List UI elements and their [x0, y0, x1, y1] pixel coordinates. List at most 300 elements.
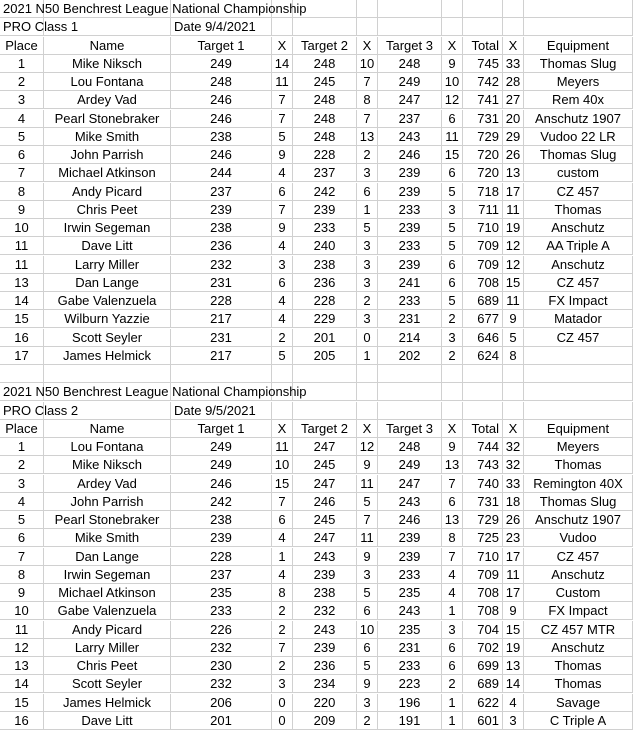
cell-x-2[interactable]: 1	[357, 347, 378, 365]
cell-target-1[interactable]: 238	[171, 128, 272, 146]
cell-equipment[interactable]: Anschutz	[524, 219, 633, 237]
cell-target-1[interactable]: 249	[171, 438, 272, 456]
cell-x-1[interactable]: 0	[272, 712, 293, 730]
cell-target-2[interactable]: 242	[293, 183, 357, 201]
cell-target-1[interactable]: 228	[171, 292, 272, 310]
cell-target-3[interactable]: 235	[378, 584, 442, 602]
cell-target-3[interactable]: 243	[378, 493, 442, 511]
column-header-name[interactable]: Name	[44, 37, 171, 55]
empty-cell[interactable]	[378, 402, 442, 420]
cell-place[interactable]: 9	[0, 584, 44, 602]
cell-place[interactable]: 10	[0, 219, 44, 237]
cell-target-2[interactable]: 234	[293, 675, 357, 693]
cell-name[interactable]: Ardey Vad	[44, 91, 171, 109]
cell-target-2[interactable]: 209	[293, 712, 357, 730]
cell-target-2[interactable]: 248	[293, 110, 357, 128]
empty-cell[interactable]	[357, 365, 378, 383]
cell-x-3[interactable]: 12	[442, 91, 463, 109]
cell-x-2[interactable]: 5	[357, 657, 378, 675]
column-header-total[interactable]: Total	[463, 420, 503, 438]
cell-total[interactable]: 740	[463, 475, 503, 493]
cell-target-3[interactable]: 239	[378, 219, 442, 237]
cell-x-2[interactable]: 3	[357, 237, 378, 255]
cell-x-total[interactable]: 17	[503, 584, 524, 602]
cell-x-1[interactable]: 11	[272, 73, 293, 91]
cell-name[interactable]: Pearl Stonebraker	[44, 511, 171, 529]
cell-x-total[interactable]: 14	[503, 675, 524, 693]
cell-target-1[interactable]: 249	[171, 55, 272, 73]
empty-cell[interactable]	[463, 402, 503, 420]
cell-x-total[interactable]: 11	[503, 201, 524, 219]
cell-x-3[interactable]: 1	[442, 712, 463, 730]
empty-cell[interactable]	[0, 365, 44, 383]
cell-place[interactable]: 4	[0, 493, 44, 511]
cell-target-1[interactable]: 232	[171, 675, 272, 693]
cell-name[interactable]: Dave Litt	[44, 237, 171, 255]
cell-place[interactable]: 3	[0, 91, 44, 109]
empty-cell[interactable]	[463, 0, 503, 18]
cell-place[interactable]: 15	[0, 694, 44, 712]
column-header-target-2[interactable]: Target 2	[293, 420, 357, 438]
cell-total[interactable]: 704	[463, 621, 503, 639]
cell-total[interactable]: 720	[463, 164, 503, 182]
cell-x-3[interactable]: 1	[442, 602, 463, 620]
cell-total[interactable]: 742	[463, 73, 503, 91]
cell-x-total[interactable]: 3	[503, 712, 524, 730]
cell-place[interactable]: 5	[0, 128, 44, 146]
cell-x-total[interactable]: 28	[503, 73, 524, 91]
cell-x-total[interactable]: 23	[503, 529, 524, 547]
cell-place[interactable]: 13	[0, 274, 44, 292]
cell-x-total[interactable]: 12	[503, 237, 524, 255]
cell-x-total[interactable]: 32	[503, 438, 524, 456]
column-header-place[interactable]: Place	[0, 420, 44, 438]
cell-x-1[interactable]: 7	[272, 639, 293, 657]
cell-target-1[interactable]: 249	[171, 456, 272, 474]
empty-cell[interactable]	[293, 365, 357, 383]
cell-target-3[interactable]: 247	[378, 91, 442, 109]
cell-x-3[interactable]: 6	[442, 493, 463, 511]
cell-target-3[interactable]: 247	[378, 475, 442, 493]
cell-target-2[interactable]: 229	[293, 310, 357, 328]
cell-total[interactable]: 689	[463, 675, 503, 693]
cell-x-1[interactable]: 9	[272, 146, 293, 164]
empty-cell[interactable]	[357, 0, 378, 18]
empty-cell[interactable]	[378, 383, 442, 401]
cell-place[interactable]: 11	[0, 237, 44, 255]
cell-name[interactable]: James Helmick	[44, 347, 171, 365]
cell-x-total[interactable]: 9	[503, 310, 524, 328]
cell-target-1[interactable]: 217	[171, 347, 272, 365]
cell-place[interactable]: 4	[0, 110, 44, 128]
cell-place[interactable]: 17	[0, 347, 44, 365]
cell-x-2[interactable]: 9	[357, 456, 378, 474]
cell-name[interactable]: Pearl Stonebraker	[44, 110, 171, 128]
cell-x-total[interactable]: 17	[503, 548, 524, 566]
empty-cell[interactable]	[442, 383, 463, 401]
cell-place[interactable]: 1	[0, 55, 44, 73]
cell-name[interactable]: Irwin Segeman	[44, 219, 171, 237]
empty-cell[interactable]	[442, 365, 463, 383]
cell-target-1[interactable]: 232	[171, 256, 272, 274]
cell-place[interactable]: 8	[0, 183, 44, 201]
cell-equipment[interactable]: CZ 457	[524, 329, 633, 347]
cell-x-2[interactable]: 5	[357, 219, 378, 237]
date-label[interactable]: Date 9/4/2021	[171, 18, 272, 36]
cell-x-3[interactable]: 6	[442, 657, 463, 675]
cell-target-1[interactable]: 238	[171, 511, 272, 529]
column-header-x-2[interactable]: X	[357, 37, 378, 55]
cell-name[interactable]: Dave Litt	[44, 712, 171, 730]
cell-x-3[interactable]: 5	[442, 219, 463, 237]
cell-target-1[interactable]: 246	[171, 91, 272, 109]
cell-target-1[interactable]: 246	[171, 146, 272, 164]
empty-cell[interactable]	[442, 18, 463, 36]
cell-total[interactable]: 729	[463, 128, 503, 146]
cell-name[interactable]: Larry Miller	[44, 639, 171, 657]
cell-target-1[interactable]: 246	[171, 475, 272, 493]
cell-x-2[interactable]: 11	[357, 475, 378, 493]
cell-place[interactable]: 12	[0, 639, 44, 657]
cell-x-2[interactable]: 3	[357, 164, 378, 182]
cell-target-3[interactable]: 239	[378, 164, 442, 182]
cell-x-2[interactable]: 13	[357, 128, 378, 146]
cell-total[interactable]: 745	[463, 55, 503, 73]
cell-target-3[interactable]: 249	[378, 456, 442, 474]
cell-x-3[interactable]: 15	[442, 146, 463, 164]
cell-x-total[interactable]: 5	[503, 329, 524, 347]
cell-x-total[interactable]: 33	[503, 475, 524, 493]
cell-name[interactable]: Ardey Vad	[44, 475, 171, 493]
cell-total[interactable]: 741	[463, 91, 503, 109]
column-header-x-1[interactable]: X	[272, 420, 293, 438]
cell-total[interactable]: 624	[463, 347, 503, 365]
cell-x-1[interactable]: 4	[272, 164, 293, 182]
cell-target-1[interactable]: 246	[171, 110, 272, 128]
cell-target-3[interactable]: 243	[378, 128, 442, 146]
cell-place[interactable]: 13	[0, 657, 44, 675]
cell-x-2[interactable]: 5	[357, 493, 378, 511]
cell-x-2[interactable]: 7	[357, 511, 378, 529]
cell-target-3[interactable]: 239	[378, 548, 442, 566]
cell-x-total[interactable]: 17	[503, 183, 524, 201]
cell-target-3[interactable]: 223	[378, 675, 442, 693]
column-header-x-3[interactable]: X	[442, 420, 463, 438]
cell-equipment[interactable]	[524, 347, 633, 365]
cell-target-2[interactable]: 248	[293, 91, 357, 109]
column-header-target-1[interactable]: Target 1	[171, 37, 272, 55]
empty-cell[interactable]	[293, 18, 357, 36]
cell-total[interactable]: 711	[463, 201, 503, 219]
cell-total[interactable]: 677	[463, 310, 503, 328]
cell-total[interactable]: 702	[463, 639, 503, 657]
cell-x-2[interactable]: 3	[357, 256, 378, 274]
cell-x-1[interactable]: 4	[272, 292, 293, 310]
cell-x-3[interactable]: 1	[442, 694, 463, 712]
cell-equipment[interactable]: Thomas	[524, 456, 633, 474]
cell-x-2[interactable]: 2	[357, 712, 378, 730]
cell-x-total[interactable]: 15	[503, 274, 524, 292]
cell-place[interactable]: 2	[0, 456, 44, 474]
cell-target-2[interactable]: 205	[293, 347, 357, 365]
cell-x-3[interactable]: 3	[442, 621, 463, 639]
empty-cell[interactable]	[442, 402, 463, 420]
cell-x-2[interactable]: 7	[357, 73, 378, 91]
cell-place[interactable]: 7	[0, 164, 44, 182]
column-header-total[interactable]: Total	[463, 37, 503, 55]
cell-target-1[interactable]: 230	[171, 657, 272, 675]
cell-x-total[interactable]: 26	[503, 511, 524, 529]
cell-target-1[interactable]: 239	[171, 201, 272, 219]
cell-total[interactable]: 718	[463, 183, 503, 201]
cell-name[interactable]: Michael Atkinson	[44, 164, 171, 182]
empty-cell[interactable]	[503, 0, 524, 18]
cell-target-2[interactable]: 247	[293, 529, 357, 547]
cell-target-3[interactable]: 231	[378, 639, 442, 657]
cell-x-2[interactable]: 5	[357, 584, 378, 602]
cell-name[interactable]: Andy Picard	[44, 621, 171, 639]
cell-target-2[interactable]: 248	[293, 128, 357, 146]
cell-equipment[interactable]: CZ 457	[524, 548, 633, 566]
empty-cell[interactable]	[378, 0, 442, 18]
cell-place[interactable]: 16	[0, 329, 44, 347]
cell-x-2[interactable]: 3	[357, 694, 378, 712]
cell-target-3[interactable]: 248	[378, 438, 442, 456]
cell-target-1[interactable]: 248	[171, 73, 272, 91]
cell-equipment[interactable]: Thomas	[524, 201, 633, 219]
cell-place[interactable]: 11	[0, 256, 44, 274]
empty-cell[interactable]	[357, 18, 378, 36]
cell-target-3[interactable]: 243	[378, 602, 442, 620]
cell-equipment[interactable]: Custom	[524, 584, 633, 602]
cell-target-3[interactable]: 233	[378, 566, 442, 584]
column-header-x-total[interactable]: X	[503, 420, 524, 438]
cell-x-1[interactable]: 2	[272, 602, 293, 620]
empty-cell[interactable]	[44, 18, 171, 36]
cell-x-3[interactable]: 6	[442, 639, 463, 657]
cell-target-3[interactable]: 202	[378, 347, 442, 365]
cell-x-total[interactable]: 11	[503, 292, 524, 310]
cell-x-2[interactable]: 6	[357, 183, 378, 201]
cell-target-3[interactable]: 239	[378, 256, 442, 274]
cell-target-3[interactable]: 233	[378, 657, 442, 675]
cell-x-2[interactable]: 2	[357, 292, 378, 310]
cell-name[interactable]: Andy Picard	[44, 183, 171, 201]
cell-x-3[interactable]: 2	[442, 347, 463, 365]
cell-x-total[interactable]: 9	[503, 602, 524, 620]
cell-x-1[interactable]: 7	[272, 493, 293, 511]
cell-x-3[interactable]: 4	[442, 566, 463, 584]
cell-target-3[interactable]: 239	[378, 529, 442, 547]
cell-name[interactable]: James Helmick	[44, 694, 171, 712]
cell-place[interactable]: 10	[0, 602, 44, 620]
date-label[interactable]: Date 9/5/2021	[171, 402, 272, 420]
cell-x-3[interactable]: 6	[442, 256, 463, 274]
cell-place[interactable]: 1	[0, 438, 44, 456]
cell-name[interactable]: Mike Smith	[44, 128, 171, 146]
cell-equipment[interactable]: Thomas Slug	[524, 55, 633, 73]
cell-equipment[interactable]: Vudoo	[524, 529, 633, 547]
cell-target-3[interactable]: 233	[378, 201, 442, 219]
cell-x-2[interactable]: 10	[357, 55, 378, 73]
cell-x-total[interactable]: 13	[503, 657, 524, 675]
cell-x-3[interactable]: 6	[442, 274, 463, 292]
cell-target-3[interactable]: 239	[378, 183, 442, 201]
cell-x-1[interactable]: 4	[272, 529, 293, 547]
cell-x-1[interactable]: 4	[272, 310, 293, 328]
cell-target-2[interactable]: 238	[293, 256, 357, 274]
empty-cell[interactable]	[463, 383, 503, 401]
cell-x-2[interactable]: 6	[357, 639, 378, 657]
cell-target-1[interactable]: 235	[171, 584, 272, 602]
cell-x-2[interactable]: 11	[357, 529, 378, 547]
column-header-x-2[interactable]: X	[357, 420, 378, 438]
cell-x-2[interactable]: 1	[357, 201, 378, 219]
cell-equipment[interactable]: Anschutz	[524, 256, 633, 274]
cell-total[interactable]: 725	[463, 529, 503, 547]
cell-target-3[interactable]: 246	[378, 146, 442, 164]
cell-name[interactable]: Irwin Segeman	[44, 566, 171, 584]
cell-target-3[interactable]: 249	[378, 73, 442, 91]
cell-x-total[interactable]: 15	[503, 621, 524, 639]
cell-equipment[interactable]: Thomas Slug	[524, 146, 633, 164]
cell-name[interactable]: Lou Fontana	[44, 73, 171, 91]
cell-x-2[interactable]: 2	[357, 146, 378, 164]
empty-cell[interactable]	[44, 365, 171, 383]
cell-target-3[interactable]: 196	[378, 694, 442, 712]
empty-cell[interactable]	[524, 18, 633, 36]
cell-equipment[interactable]: C Triple A	[524, 712, 633, 730]
cell-name[interactable]: Mike Niksch	[44, 456, 171, 474]
cell-total[interactable]: 709	[463, 256, 503, 274]
cell-target-2[interactable]: 243	[293, 621, 357, 639]
cell-x-total[interactable]: 19	[503, 639, 524, 657]
column-header-place[interactable]: Place	[0, 37, 44, 55]
cell-x-total[interactable]: 12	[503, 256, 524, 274]
cell-equipment[interactable]: Vudoo 22 LR	[524, 128, 633, 146]
cell-x-total[interactable]: 27	[503, 91, 524, 109]
cell-target-2[interactable]: 201	[293, 329, 357, 347]
cell-target-2[interactable]: 237	[293, 164, 357, 182]
empty-cell[interactable]	[272, 18, 293, 36]
column-header-target-3[interactable]: Target 3	[378, 37, 442, 55]
cell-x-3[interactable]: 4	[442, 584, 463, 602]
cell-total[interactable]: 744	[463, 438, 503, 456]
cell-x-2[interactable]: 3	[357, 566, 378, 584]
cell-target-1[interactable]: 231	[171, 274, 272, 292]
empty-cell[interactable]	[357, 402, 378, 420]
cell-place[interactable]: 2	[0, 73, 44, 91]
cell-target-2[interactable]: 238	[293, 584, 357, 602]
cell-total[interactable]: 731	[463, 110, 503, 128]
cell-x-total[interactable]: 8	[503, 347, 524, 365]
cell-x-total[interactable]: 32	[503, 456, 524, 474]
cell-x-1[interactable]: 7	[272, 110, 293, 128]
cell-x-total[interactable]: 4	[503, 694, 524, 712]
cell-target-1[interactable]: 206	[171, 694, 272, 712]
cell-place[interactable]: 14	[0, 675, 44, 693]
empty-cell[interactable]	[503, 365, 524, 383]
cell-x-total[interactable]: 33	[503, 55, 524, 73]
cell-x-1[interactable]: 6	[272, 183, 293, 201]
cell-name[interactable]: Scott Seyler	[44, 675, 171, 693]
cell-target-1[interactable]: 201	[171, 712, 272, 730]
cell-place[interactable]: 11	[0, 621, 44, 639]
cell-target-2[interactable]: 243	[293, 548, 357, 566]
cell-target-2[interactable]: 247	[293, 475, 357, 493]
cell-x-1[interactable]: 5	[272, 347, 293, 365]
cell-target-2[interactable]: 228	[293, 146, 357, 164]
cell-equipment[interactable]: FX Impact	[524, 602, 633, 620]
cell-equipment[interactable]: Meyers	[524, 438, 633, 456]
cell-target-2[interactable]: 245	[293, 511, 357, 529]
cell-equipment[interactable]: Meyers	[524, 73, 633, 91]
column-header-x-1[interactable]: X	[272, 37, 293, 55]
cell-x-1[interactable]: 1	[272, 548, 293, 566]
cell-x-1[interactable]: 3	[272, 256, 293, 274]
cell-total[interactable]: 709	[463, 566, 503, 584]
cell-x-2[interactable]: 6	[357, 602, 378, 620]
cell-place[interactable]: 14	[0, 292, 44, 310]
cell-target-2[interactable]: 246	[293, 493, 357, 511]
cell-target-2[interactable]: 228	[293, 292, 357, 310]
cell-target-3[interactable]: 248	[378, 55, 442, 73]
cell-x-total[interactable]: 19	[503, 219, 524, 237]
cell-x-1[interactable]: 8	[272, 584, 293, 602]
cell-x-3[interactable]: 3	[442, 201, 463, 219]
cell-total[interactable]: 699	[463, 657, 503, 675]
column-header-name[interactable]: Name	[44, 420, 171, 438]
cell-x-2[interactable]: 3	[357, 310, 378, 328]
cell-x-3[interactable]: 8	[442, 529, 463, 547]
cell-x-1[interactable]: 11	[272, 438, 293, 456]
cell-target-2[interactable]: 232	[293, 602, 357, 620]
cell-x-total[interactable]: 20	[503, 110, 524, 128]
empty-cell[interactable]	[463, 365, 503, 383]
cell-x-total[interactable]: 26	[503, 146, 524, 164]
class-label[interactable]: PRO Class 1	[0, 18, 44, 36]
cell-target-1[interactable]: 244	[171, 164, 272, 182]
cell-total[interactable]: 729	[463, 511, 503, 529]
cell-target-2[interactable]: 245	[293, 73, 357, 91]
cell-target-3[interactable]: 231	[378, 310, 442, 328]
column-header-equipment[interactable]: Equipment	[524, 37, 633, 55]
cell-x-1[interactable]: 14	[272, 55, 293, 73]
cell-target-3[interactable]: 235	[378, 621, 442, 639]
cell-target-2[interactable]: 233	[293, 219, 357, 237]
cell-place[interactable]: 3	[0, 475, 44, 493]
cell-x-1[interactable]: 15	[272, 475, 293, 493]
cell-x-3[interactable]: 6	[442, 110, 463, 128]
cell-x-3[interactable]: 5	[442, 183, 463, 201]
cell-target-1[interactable]: 226	[171, 621, 272, 639]
cell-place[interactable]: 7	[0, 548, 44, 566]
empty-cell[interactable]	[524, 365, 633, 383]
cell-name[interactable]: Chris Peet	[44, 201, 171, 219]
cell-x-1[interactable]: 5	[272, 128, 293, 146]
cell-x-1[interactable]: 6	[272, 511, 293, 529]
cell-equipment[interactable]: Thomas	[524, 675, 633, 693]
cell-name[interactable]: Lou Fontana	[44, 438, 171, 456]
empty-cell[interactable]	[44, 402, 171, 420]
column-header-target-1[interactable]: Target 1	[171, 420, 272, 438]
cell-x-3[interactable]: 13	[442, 456, 463, 474]
cell-name[interactable]: John Parrish	[44, 146, 171, 164]
cell-x-2[interactable]: 10	[357, 621, 378, 639]
cell-x-total[interactable]: 18	[503, 493, 524, 511]
cell-x-3[interactable]: 2	[442, 675, 463, 693]
column-header-x-total[interactable]: X	[503, 37, 524, 55]
